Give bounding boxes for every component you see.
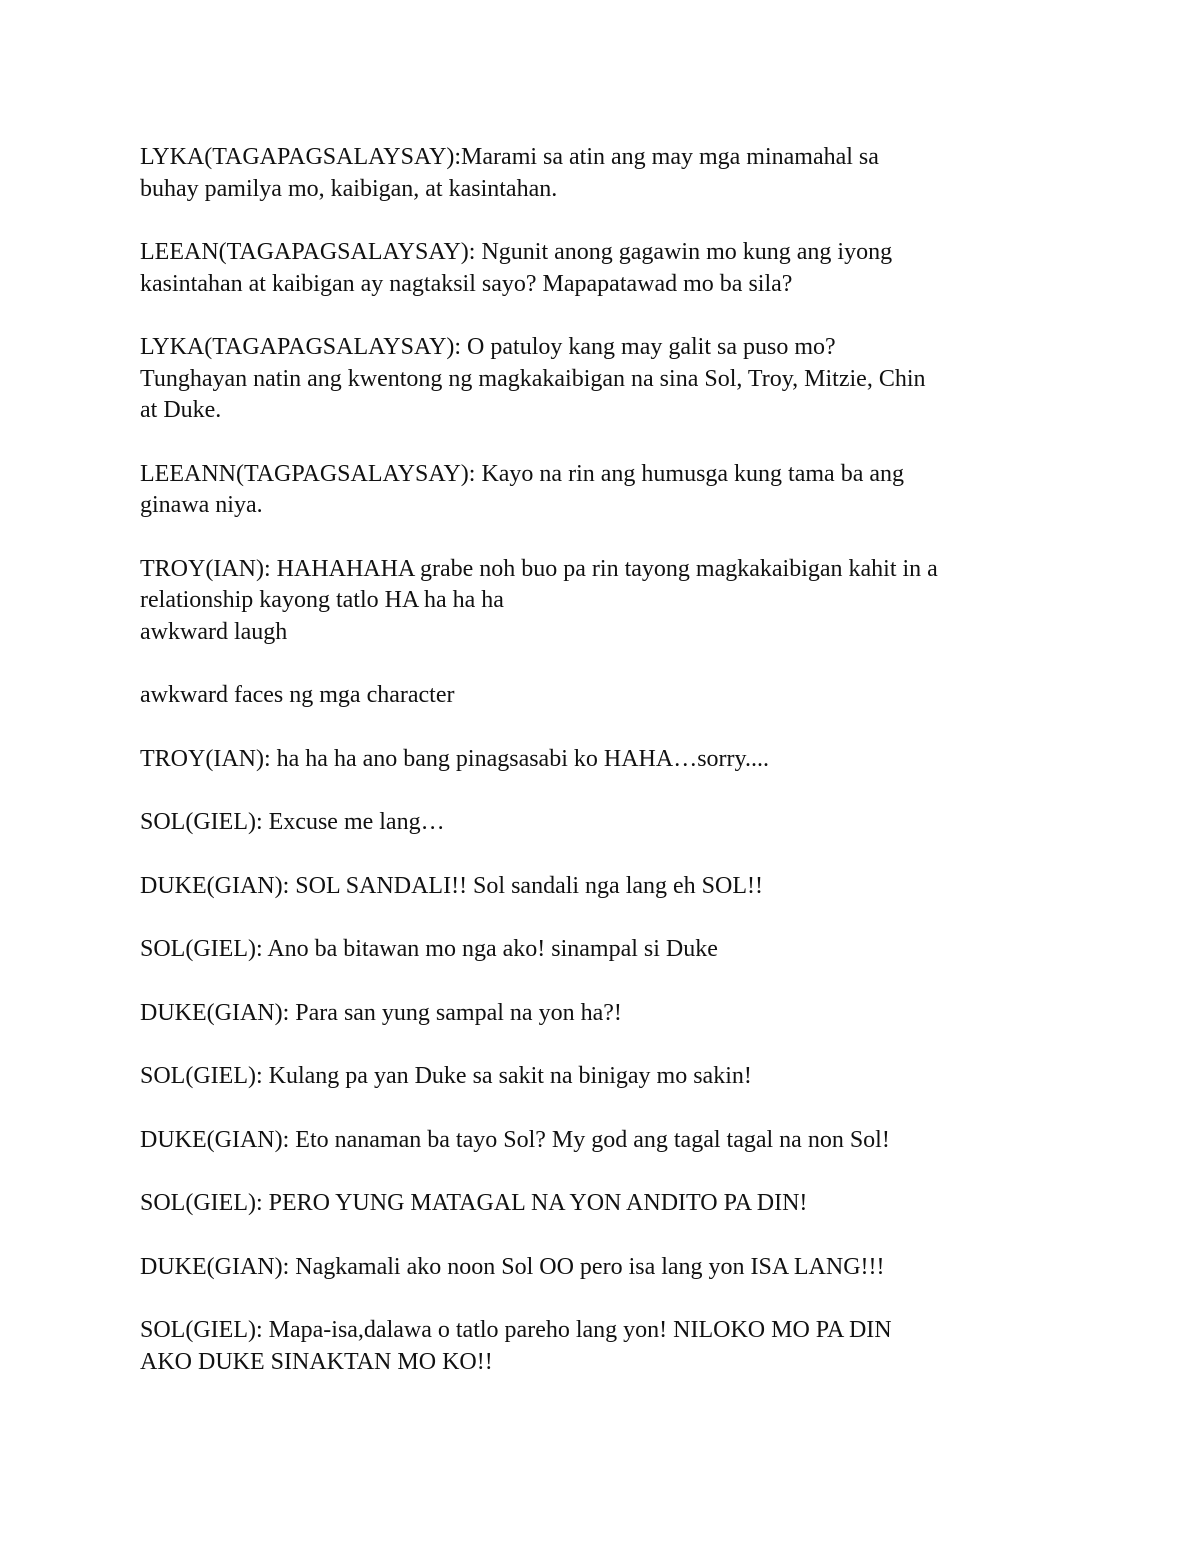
script-body bbox=[140, 142, 1070, 1410]
script-paragraph bbox=[140, 934, 1070, 966]
script-line: at Duke. bbox=[140, 397, 222, 423]
script-line: awkward laugh bbox=[140, 618, 288, 645]
script-line: LEEANN(TAGPAGSALAYSAY): Kayo na rin ang humusga kung tama ba ang bbox=[140, 460, 905, 487]
script-paragraph bbox=[140, 1188, 1070, 1220]
script-line: SOL(GIEL): Kulang pa yan Duke sa sakit na binigay mo sakin! bbox=[140, 1063, 752, 1089]
script-line: DUKE(GIAN): Eto nanaman ba tayo Sol? My god ang tagal tagal na non Sol! bbox=[140, 1126, 890, 1153]
script-line: DUKE(GIAN): SOL SANDALI!! Sol sandali nga lang eh SOL!! bbox=[140, 872, 764, 899]
script-paragraph bbox=[140, 1252, 1070, 1284]
script-line: ginawa niya. bbox=[140, 492, 263, 518]
script-line: SOL(GIEL): Excuse me lang… bbox=[140, 809, 445, 835]
script-paragraph bbox=[140, 459, 1070, 522]
script-line: AKO DUKE SINAKTAN MO KO!! bbox=[140, 1348, 493, 1375]
script-paragraph bbox=[140, 142, 1070, 205]
script-line: awkward faces ng mga character bbox=[140, 682, 455, 708]
script-paragraph bbox=[140, 1061, 1070, 1093]
script-paragraph bbox=[140, 680, 1070, 712]
script-paragraph bbox=[140, 1125, 1070, 1157]
script-line: TROY(IAN): ha ha ha ano bang pinagsasabi ko HAHA…sorry.... bbox=[140, 745, 769, 772]
script-line: kasintahan at kaibigan ay nagtaksil sayo? Mapapatawad mo ba sila? bbox=[140, 270, 793, 297]
script-line: DUKE(GIAN): Para san yung sampal na yon ha?! bbox=[140, 999, 622, 1026]
script-paragraph bbox=[140, 237, 1070, 300]
script-line: LYKA(TAGAPAGSALAYSAY): O patuloy kang may galit sa puso mo? bbox=[140, 334, 836, 360]
script-paragraph bbox=[140, 998, 1070, 1030]
script-line: DUKE(GIAN): Nagkamali ako noon Sol OO pero isa lang yon ISA LANG!!! bbox=[140, 1253, 885, 1280]
script-line: LYKA(TAGAPAGSALAYSAY):Marami sa atin ang may mga minamahal sa bbox=[140, 144, 879, 170]
script-line: SOL(GIEL): Mapa-isa,dalawa o tatlo pareho lang yon! NILOKO MO PA DIN bbox=[140, 1317, 892, 1343]
script-line: SOL(GIEL): Ano ba bitawan mo nga ako! sinampal si Duke bbox=[140, 936, 718, 962]
script-paragraph bbox=[140, 744, 1070, 776]
script-line: Tunghayan natin ang kwentong ng magkakaibigan na sina Sol, Troy, Mitzie, Chin bbox=[140, 365, 926, 392]
script-line: buhay pamilya mo, kaibigan, at kasintahan. bbox=[140, 175, 558, 202]
script-line: SOL(GIEL): PERO YUNG MATAGAL NA YON ANDITO PA DIN! bbox=[140, 1190, 808, 1216]
script-line: TROY(IAN): HAHAHAHA grabe noh buo pa rin tayong magkakaibigan kahit in a bbox=[140, 555, 938, 582]
script-paragraph bbox=[140, 1315, 1070, 1378]
script-paragraph bbox=[140, 554, 1070, 649]
script-paragraph bbox=[140, 807, 1070, 839]
script-line: relationship kayong tatlo HA ha ha ha bbox=[140, 587, 504, 613]
script-paragraph bbox=[140, 332, 1070, 427]
script-paragraph bbox=[140, 871, 1070, 903]
script-line: LEEAN(TAGAPAGSALAYSAY): Ngunit anong gagawin mo kung ang iyong bbox=[140, 239, 893, 265]
